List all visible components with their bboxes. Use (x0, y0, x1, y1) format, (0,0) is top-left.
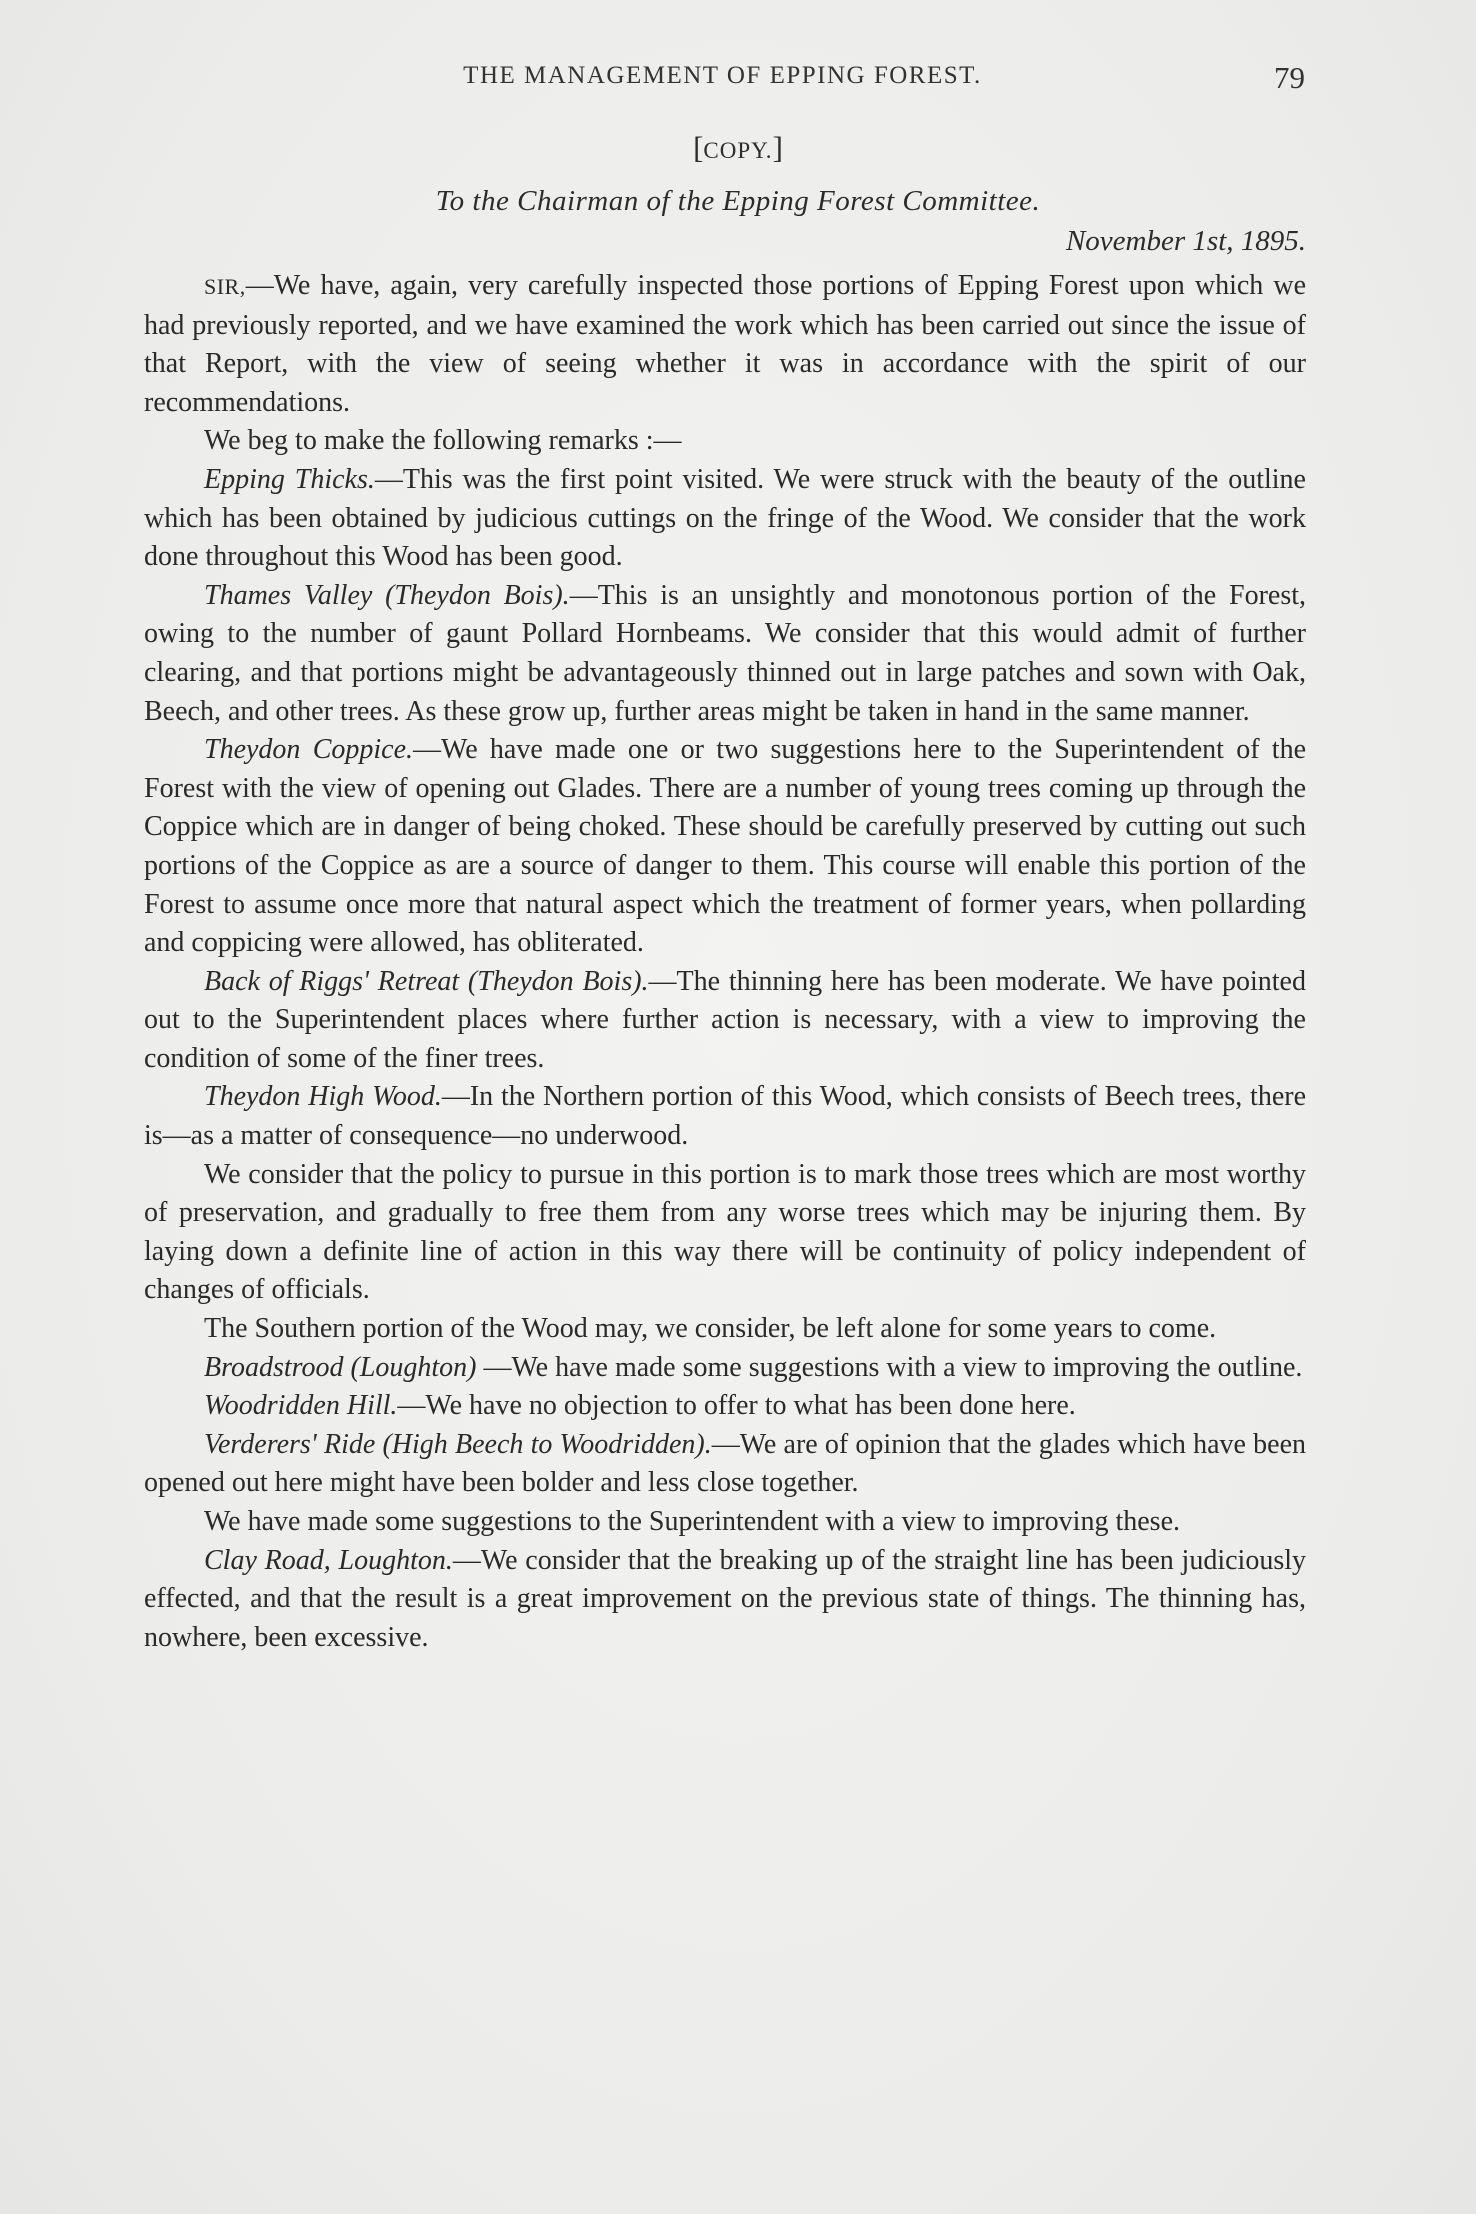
paragraph-theydon-coppice (144, 731, 1306, 963)
paragraph-salutation (144, 267, 1306, 422)
copy-label-text: COPY. (703, 138, 773, 163)
paragraph-clay-road (144, 1542, 1306, 1658)
paragraph-broadstrood (144, 1349, 1306, 1388)
letter-date: November 1st, 1895. (1065, 225, 1306, 257)
paragraph-woodridden-hill (144, 1387, 1306, 1426)
section-heading: Clay Road, Loughton. (204, 1544, 453, 1576)
paragraph-text: —We consider that the breaking up of the straight line has been judiciously effected, and that the result is a great improvement on the previous state of things. The thinning has, nowhere, been excessive. (144, 1544, 1307, 1653)
section-heading: Epping Thicks. (204, 463, 375, 495)
paragraph-southern-portion (144, 1310, 1306, 1349)
copy-label-close-bracket: ] (772, 130, 783, 165)
paragraph-theydon-high-wood (144, 1078, 1306, 1155)
letter-body (144, 267, 1306, 1657)
paragraph-text: —We have no objection to offer to what has been done here. (397, 1390, 1076, 1422)
paragraph-thames-valley (144, 577, 1306, 731)
paragraph-policy (144, 1156, 1306, 1310)
paragraph-text: We beg to make the following remarks :— (204, 425, 682, 457)
paragraph-verderers-ride (144, 1426, 1306, 1503)
paragraph-text: —In the Northern portion of this Wood, which consists of Beech trees, there is—as a matter of consequence—no underwood. (144, 1081, 1307, 1152)
paragraph-text: —This is an unsightly and monotonous portion of the Forest, owing to the number of gaunt Pollard Hornbeams. We consider that this would admit of further clearing, and that portions might be advantageously thinned out in large patches and sown with Oak, Beech, and other trees. As these grow up, further areas might be taken in hand in the same manner. (144, 579, 1306, 727)
section-heading: Thames Valley (Theydon Bois). (204, 579, 570, 611)
paragraph-text: —We have, again, very carefully inspected those portions of Epping Forest upon which we had previously reported, and we have examined the work which has been carried out since the issue of that Report, with the view of seeing whether it was in accordance with the spirit of our recommendations. (144, 270, 1306, 418)
section-heading: Back of Riggs' Retreat (Theydon Bois). (204, 965, 649, 997)
running-title: THE MANAGEMENT OF EPPING FOREST. (463, 62, 982, 89)
paragraph-text: The Southern portion of the Wood may, we consider, be left alone for some years to come. (204, 1313, 1217, 1345)
paragraph-suggestions (144, 1503, 1306, 1542)
section-heading: Theydon High Wood. (204, 1081, 442, 1113)
paragraph-text: —This was the first point visited. We were struck with the beauty of the outline which has been obtained by judicious cuttings on the fringe of the Wood. We consider that the work done throughout this Wood has been good. (144, 463, 1306, 573)
paragraph-text: —We have made some suggestions with a view to improving the outline. (476, 1351, 1303, 1383)
copy-label (0, 130, 1476, 166)
paragraph-remarks-intro (144, 422, 1306, 461)
paragraph-text: We have made some suggestions to the Superintendent with a view to improving these. (204, 1506, 1180, 1537)
salutation: SIR, (204, 274, 246, 299)
paragraph-text: —The thinning here has been moderate. We have pointed out to the Superintendent places where further action is necessary, with a view to improving the condition of some of the finer trees. (144, 965, 1306, 1074)
paragraph-text: We consider that the policy to pursue in this portion is to mark those trees which are most worthy of preservation, and gradually to free them from any worse trees which may be injuring them. By laying down a definite line of action in this way there will be continuity of policy independent of changes of officials. (144, 1158, 1306, 1306)
paragraph-riggs-retreat (144, 963, 1306, 1079)
paragraph-text: —We have made one or two suggestions here to the Superintendent of the Forest with the view of opening out Glades. There are a number of young trees coming up through the Coppice which are in danger of being choked. These should be carefully preserved by cutting out such portions of the Coppice as are a source of danger to them. This course will enable this portion of the Forest to assume once more that natural aspect which the treatment of former years, when pollarding and coppicing were allowed, has obliterated. (144, 734, 1306, 959)
letter-addressee: To the Chairman of the Epping Forest Committee. (435, 185, 1041, 217)
copy-label-open-bracket: [ (693, 130, 704, 165)
paragraph-text: —We are of opinion that the glades which have been opened out here might have been bolder and less close together. (144, 1428, 1307, 1499)
section-heading: Theydon Coppice. (204, 734, 414, 766)
section-heading: Verderers' Ride (High Beech to Woodridden). (204, 1428, 712, 1460)
section-heading: Woodridden Hill. (204, 1390, 398, 1422)
section-heading: Broadstrood (Loughton) (204, 1351, 477, 1383)
page-header (140, 60, 1305, 104)
paragraph-epping-thicks (144, 461, 1306, 577)
page-number: 79 (1274, 60, 1305, 95)
